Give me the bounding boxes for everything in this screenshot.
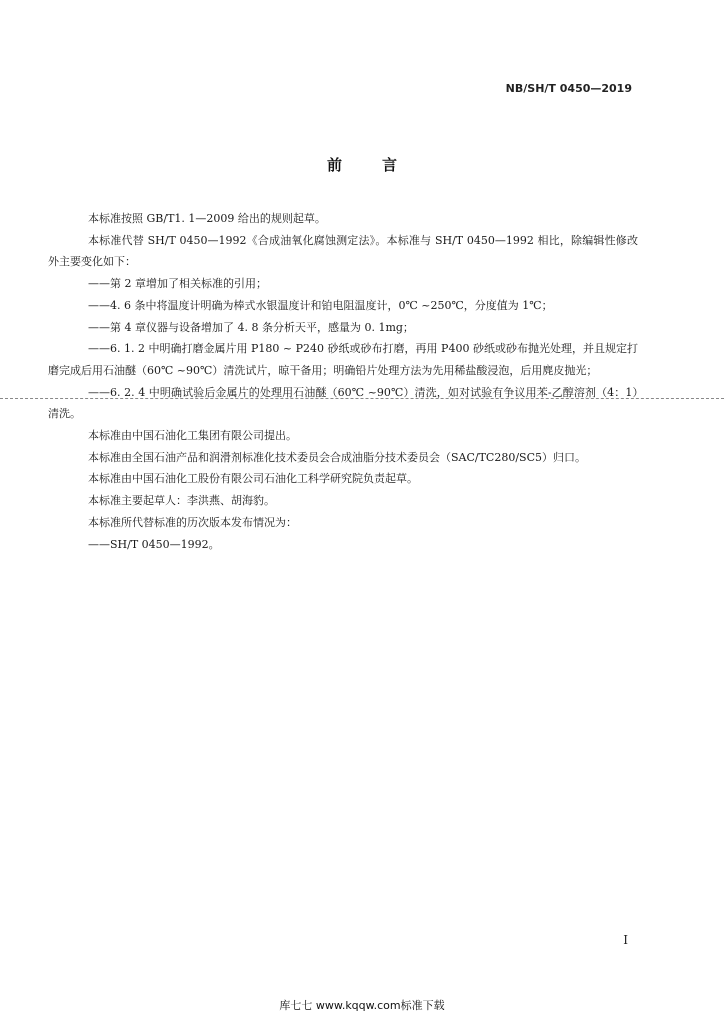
paragraph: 本标准由中国石油化工股份有限公司石油化工科学研究院负责起草。 <box>88 472 418 486</box>
scan-dashed-line <box>0 398 724 399</box>
footer-watermark: 库七七 www.kqqw.com标准下载 <box>279 999 445 1012</box>
paragraph: 本标准所代替标准的历次版本发布情况为： <box>88 515 297 529</box>
list-item: ——SH/T 0450—1992。 <box>88 537 220 551</box>
foreword-body <box>48 208 638 555</box>
standard-code: NB/SH/T 0450—2019 <box>505 82 632 95</box>
paragraph: 本标准由中国石油化工集团有限公司提出。 <box>88 429 297 443</box>
paragraph: 本标准代替 SH/T 0450—1992《合成油氧化腐蚀测定法》。本标准与 SH/T 0450—1992 相比，除编辑性修改外主要变化如下： <box>48 233 638 269</box>
paragraph: 本标准由全国石油产品和润滑剂标准化技术委员会合成油脂分技术委员会（SAC/TC280/SC5）归口。 <box>88 450 587 464</box>
list-item: ——4. 6 条中将温度计明确为棒式水银温度计和铂电阻温度计，0℃ ~250℃，分度值为 1℃； <box>88 298 553 312</box>
page-number: I <box>623 933 628 947</box>
title-char-1: 前 <box>326 156 342 174</box>
title-char-2: 言 <box>382 156 398 174</box>
list-item: ——第 2 章增加了相关标准的引用； <box>88 277 267 291</box>
paragraph: 本标准按照 GB/T1. 1—2009 给出的规则起草。 <box>88 212 326 225</box>
list-item: ——6. 2. 4 中明确试验后金属片的处理用石油醚（60℃ ~90℃）清洗，如对试验有争议用苯-乙醇溶剂（4：1）清洗。 <box>48 385 638 421</box>
page-title <box>0 154 724 175</box>
paragraph: 本标准主要起草人：李洪燕、胡海豹。 <box>88 494 275 508</box>
list-item: ——6. 1. 2 中明确打磨金属片用 P180 ~ P240 砂纸或砂布打磨，再用 P400 砂纸或砂布抛光处理，并且规定打磨完成后用石油醚（60℃ ~90℃）清洗试片，晾干备用；明确铅片处理方法为先用稀盐酸浸泡，后用麂皮抛光； <box>48 342 638 377</box>
list-item: ——第 4 章仪器与设备增加了 4. 8 条分析天平，感量为 0. 1mg； <box>88 320 414 334</box>
